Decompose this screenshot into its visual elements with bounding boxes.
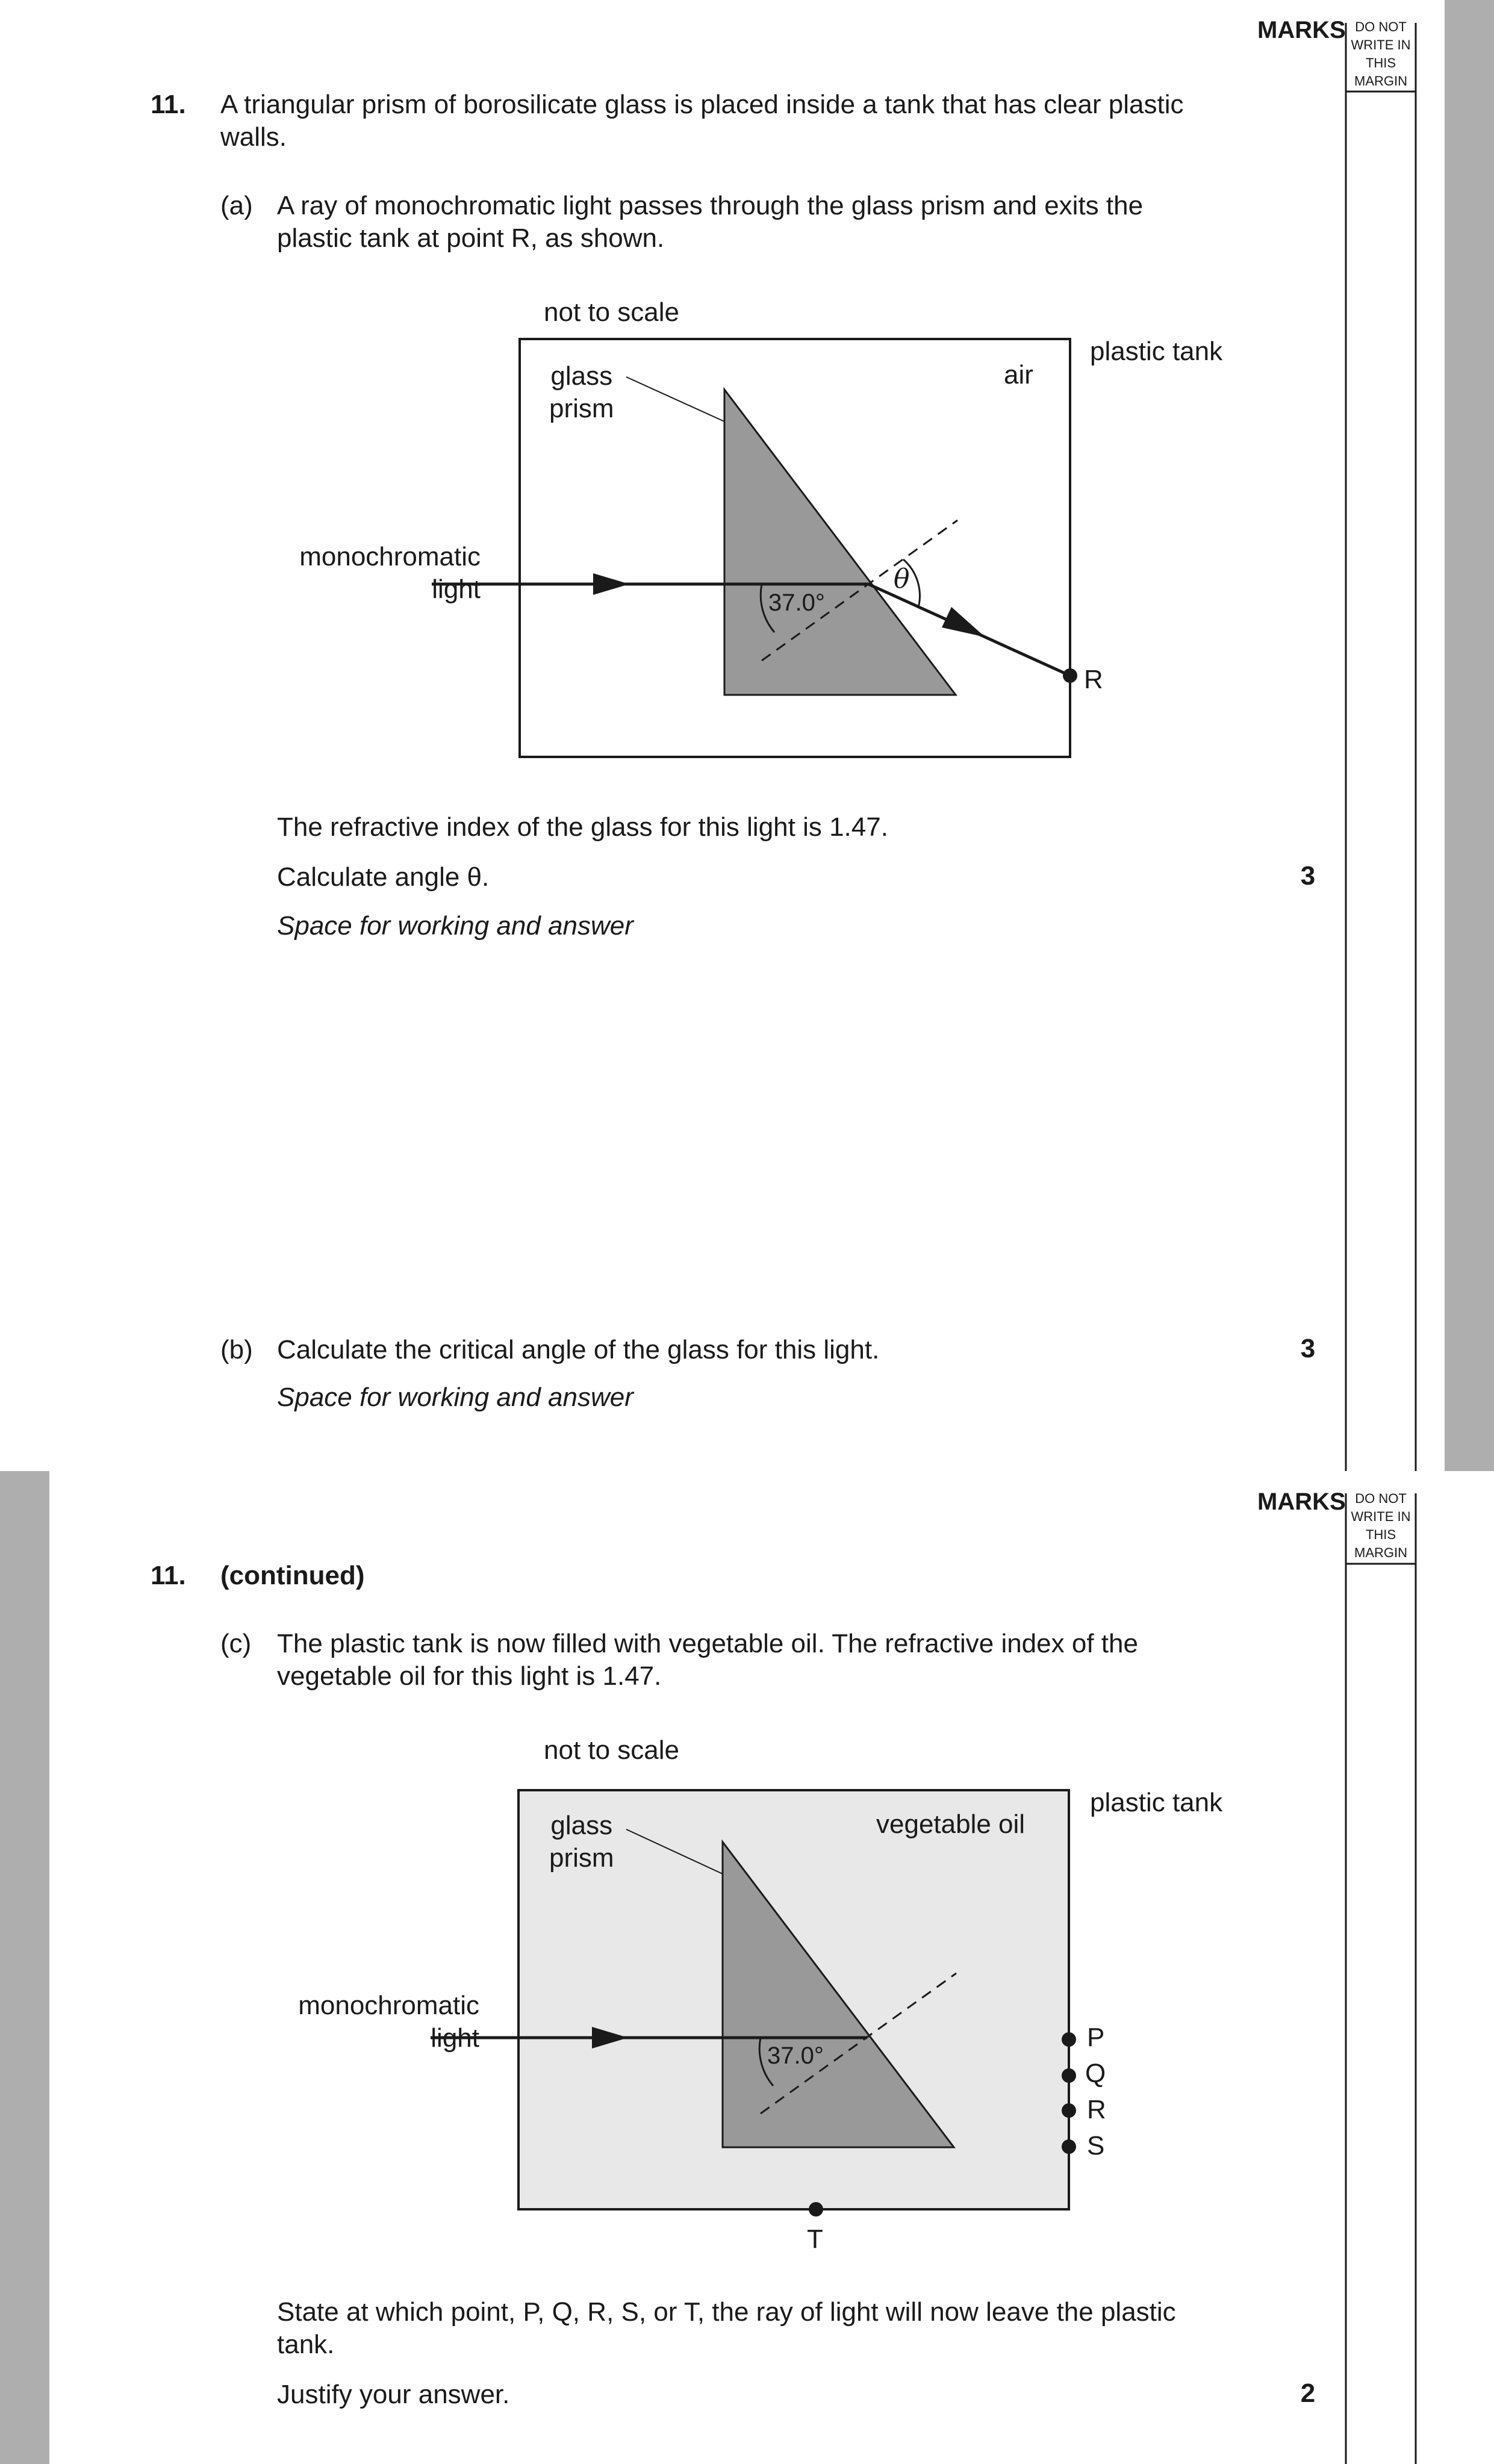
point-t-label: T	[807, 2224, 823, 2254]
glass-prism-label-a: glass prism	[549, 361, 614, 423]
part-b-instruction: Calculate the critical angle of the glass for this light.	[277, 1335, 880, 1364]
glass-prism-label-c: glass prism	[549, 1811, 614, 1873]
part-a-intro: A ray of monochromatic light passes through the glass prism and exits the plastic tank at point R, as shown.	[277, 191, 1144, 253]
refractive-index-text: The refractive index of the glass for this light is 1.47.	[277, 812, 888, 842]
angle-37-label-c: 37.0°	[767, 2042, 824, 2069]
not-to-scale-a: not to scale	[544, 297, 680, 327]
point-r	[1062, 2103, 1076, 2118]
marks-header: MARKS	[1257, 17, 1346, 43]
question-number: 11.	[151, 90, 186, 119]
vegetable-oil-label: vegetable oil	[876, 1809, 1026, 1839]
point-q-label: Q	[1085, 2059, 1106, 2088]
plastic-tank-label-a: plastic tank	[1090, 337, 1223, 366]
point-t	[809, 2202, 823, 2217]
exit-point-r-label: R	[1084, 665, 1103, 694]
theta-label: θ	[894, 564, 910, 594]
margin-note-2: DO NOT WRITE IN THIS MARGIN	[1351, 1491, 1411, 1560]
question-number-2: 11.	[151, 1561, 186, 1590]
margin-note: DO NOT WRITE IN THIS MARGIN	[1351, 19, 1411, 89]
part-a-marks: 3	[1300, 861, 1316, 891]
part-c-justify: Justify your answer.	[277, 2380, 510, 2409]
marks-header-2: MARKS	[1257, 1489, 1346, 1515]
part-c-label: (c)	[220, 1629, 252, 1658]
part-c-question: State at which point, P, Q, R, S, or T, the ray of light will now leave the plastic tank.	[277, 2297, 1176, 2359]
part-a-label: (a)	[220, 191, 253, 220]
question-stem: A triangular prism of borosilicate glass is placed inside a tank that has clear plastic walls.	[220, 90, 1184, 152]
part-b-label: (b)	[220, 1335, 253, 1364]
angle-37-label-a: 37.0°	[768, 590, 825, 616]
continued-label: (continued)	[220, 1561, 365, 1590]
part-a-instruction: Calculate angle θ.	[277, 862, 490, 892]
part-b-space: Space for working and answer	[277, 1383, 633, 1412]
part-b-marks: 3	[1300, 1334, 1316, 1363]
point-q	[1062, 2068, 1076, 2083]
mono-light-label-c: monochromatic light	[298, 1991, 479, 2053]
point-s	[1062, 2139, 1076, 2154]
air-label: air	[1004, 360, 1033, 390]
point-r-label: R	[1087, 2095, 1106, 2124]
part-a-space: Space for working and answer	[277, 911, 633, 941]
point-s-label: S	[1087, 2131, 1105, 2161]
point-p-label: P	[1087, 2023, 1105, 2052]
part-c-marks: 2	[1300, 2378, 1316, 2408]
point-p	[1062, 2032, 1076, 2047]
part-c-intro: The plastic tank is now filled with vegetable oil. The refractive index of the vegetable oil for this light is 1.47.	[277, 1629, 1138, 1691]
plastic-tank-label-c: plastic tank	[1090, 1788, 1223, 1817]
mono-light-label-a: monochromatic light	[299, 542, 481, 604]
not-to-scale-c: not to scale	[544, 1735, 680, 1765]
